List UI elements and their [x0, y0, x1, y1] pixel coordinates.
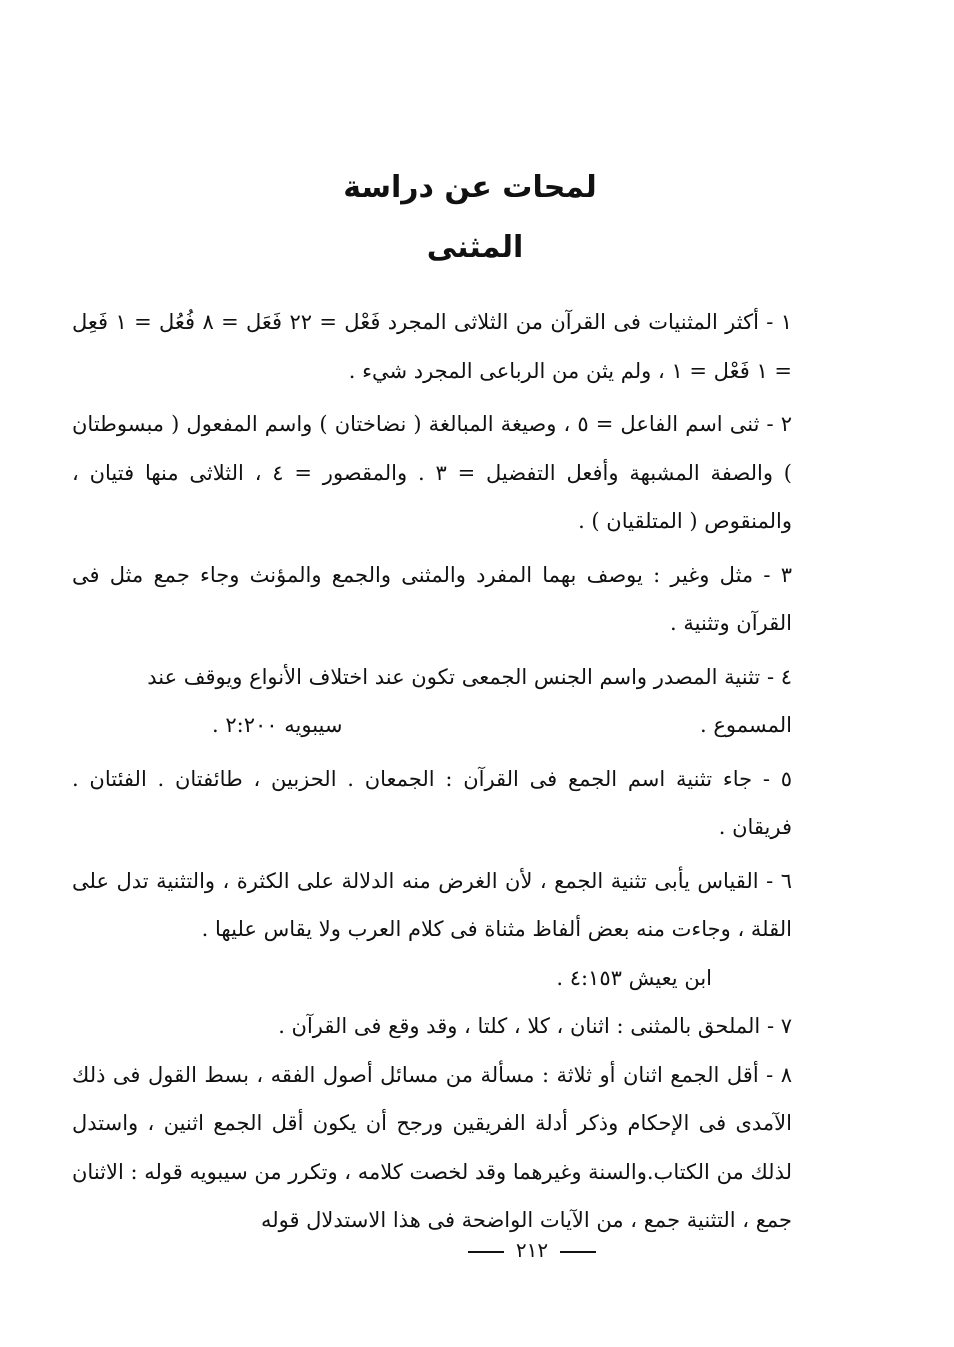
paragraph-4-text: ٤ - تثنية المصدر واسم الجنس الجمعى تكون عند اختلاف الأنواع ويوقف عند — [147, 664, 792, 689]
paragraph-5: ٥ - جاء تثنية اسم الجمع فى القرآن : الجمعان . الحزبين ، طائفتان . الفئتان . فريقان . — [72, 766, 792, 839]
paragraph-4-last-line — [72, 701, 792, 750]
paragraph-2: ٢ - ثنى اسم الفاعل = ٥ ، وصيغة المبالغة ( نضاختان ) واسم المفعول ( مبسوطتان ) والصفة المشبهة وأفعل التفضيل = ٣ . والمقصور = ٤ ، الثلاثى منها فتيان ، والمنقوص ( المتلقيان ) . — [72, 412, 792, 533]
paragraph-6 — [72, 857, 792, 1003]
paragraph-7: ٧ - الملحق بالمثنى : اثنان ، كلا ، كلتا ، وقد وقع فى القرآن . — [278, 1014, 792, 1038]
footer-dash-left — [468, 1251, 504, 1253]
paragraph-4 — [72, 653, 792, 750]
page-number: ٢١٢ — [515, 1238, 549, 1262]
page-number-footer — [0, 1235, 954, 1265]
page-title: لمحات عن دراسة — [343, 170, 597, 205]
footer-dash-right — [560, 1251, 596, 1253]
page-number-wrap — [462, 1235, 603, 1265]
paragraph-6-text: ٦ - القياس يأبى تثنية الجمع ، لأن الغرض منه الدلالة على الكثرة ، والتثنية تدل على القلة ، وجاءت منه بعض ألفاظ مثناة فى كلام العرب ولا يقاس عليها . — [72, 868, 792, 941]
main-text — [72, 298, 792, 1245]
paragraph-6-reference: ابن يعيش ٤:١٥٣ . — [556, 965, 712, 990]
paragraph-8: ٨ - أقل الجمع اثنان أو ثلاثة : مسألة من مسائل أصول الفقه ، بسط القول فى ذلك الآمدى فى الإحكام وذكر أدلة الفريقين ورجح أن يكون أقل الجمع اثنين ، واستدل لذلك من الكتاب.والسنة وغيرهما وقد لخصت كلامه ، وتكرر من سيبويه قوله : الاثنان جمع ، التثنية جمع ، من الآيات الواضحة فى هذا الاستدلال قوله — [72, 1062, 792, 1232]
paragraph-1: ١ - أكثر المثنيات فى القرآن من الثلاثى المجرد فَعْل = ٢٢ فَعَل = ٨ فُعُل = ١ فَعِل = ١ فَعْل = ١ ، ولم يثن من الرباعى المجرد شيء . — [72, 310, 792, 383]
paragraph-4-last: المسموع . — [700, 713, 792, 737]
paragraph-4-reference: سيبويه ٢:٢٠٠ . — [212, 713, 343, 737]
paragraph-3: ٣ - مثل وغير : يوصف بهما المفرد والمثنى والجمع والمؤنث وجاء جمع مثل فى القرآن وتثنية . — [72, 562, 792, 635]
page-subtitle: المثنى — [426, 230, 524, 265]
